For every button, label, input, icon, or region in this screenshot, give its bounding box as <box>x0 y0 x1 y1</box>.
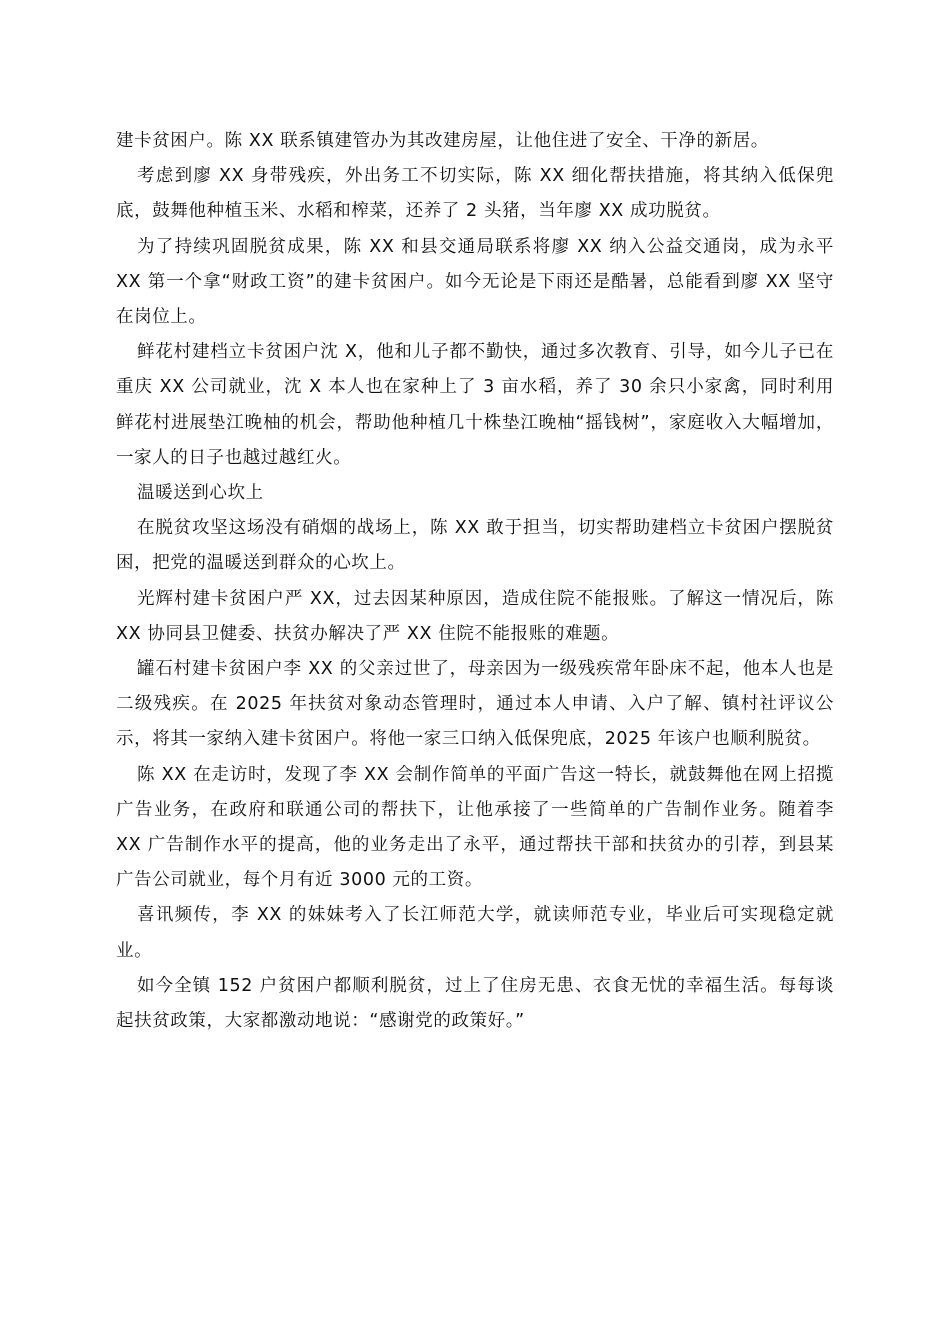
paragraph: 考虑到廖 XX 身带残疾，外出务工不切实际，陈 XX 细化帮扶措施，将其纳入低保兜底，鼓舞他种植玉米、水稻和榨菜，还养了 2 头猪，当年廖 XX 成功脱贫。 <box>116 166 834 222</box>
section-heading: 温暖送到心坎上 <box>137 483 264 504</box>
paragraph: 鲜花村建档立卡贫困户沈 X，他和儿子都不勤快，通过多次教育、引导，如今儿子已在重庆 XX 公司就业，沈 X 本人也在家种上了 3 亩水稻，养了 30 余只小家禽，同时利用鲜花村进展垫江晚柚的机会，帮助他种植几十株垫江晚柚“摇钱树”，家庭收入大幅增加，一家人的日子也越过越红火。 <box>116 342 834 468</box>
paragraph: 喜讯频传，李 XX 的妹妹考入了长江师范大学，就读师范专业，毕业后可实现稳定就业。 <box>116 905 834 961</box>
paragraph: 陈 XX 在走访时，发现了李 XX 会制作简单的平面广告这一特长，就鼓舞他在网上招揽广告业务，在政府和联通公司的帮扶下，让他承接了一些简单的广告制作业务。随着李 XX 广告制作水平的提高，他的业务走出了永平，通过帮扶干部和扶贫办的引荐，到县某广告公司就业，每个月有近 3000 元的工资。 <box>116 764 834 891</box>
paragraph: 在脱贫攻坚这场没有硝烟的战场上，陈 XX 敢于担当，切实帮助建档立卡贫困户摆脱贫困，把党的温暖送到群众的心坎上。 <box>116 518 834 574</box>
paragraph: 罐石村建卡贫困户李 XX 的父亲过世了，母亲因为一级残疾常年卧床不起，他本人也是二级残疾。在 2025 年扶贫对象动态管理时，通过本人申请、入户了解、镇村社评议公示，将其一家纳入建卡贫困户。将他一家三口纳入低保兜底，2025 年该户也顺利脱贫。 <box>116 659 834 750</box>
document-body <box>116 124 834 1039</box>
paragraph: 为了持续巩固脱贫成果，陈 XX 和县交通局联系将廖 XX 纳入公益交通岗，成为永平 XX 第一个拿“财政工资”的建卡贫困户。如今无论是下雨还是酷暑，总能看到廖 XX 坚守在岗位上。 <box>116 236 834 328</box>
paragraph: 如今全镇 152 户贫困户都顺利脱贫，过上了住房无患、衣食无忧的幸福生活。每每谈起扶贫政策，大家都激动地说：“感谢党的政策好。” <box>116 975 834 1032</box>
paragraph-continued: 建卡贫困户。陈 XX 联系镇建管办为其改建房屋，让他住进了安全、干净的新居。 <box>116 131 769 151</box>
paragraph: 光辉村建卡贫困户严 XX，过去因某种原因，造成住院不能报账。了解这一情况后，陈 XX 协同县卫健委、扶贫办解决了严 XX 住院不能报账的难题。 <box>116 588 834 644</box>
